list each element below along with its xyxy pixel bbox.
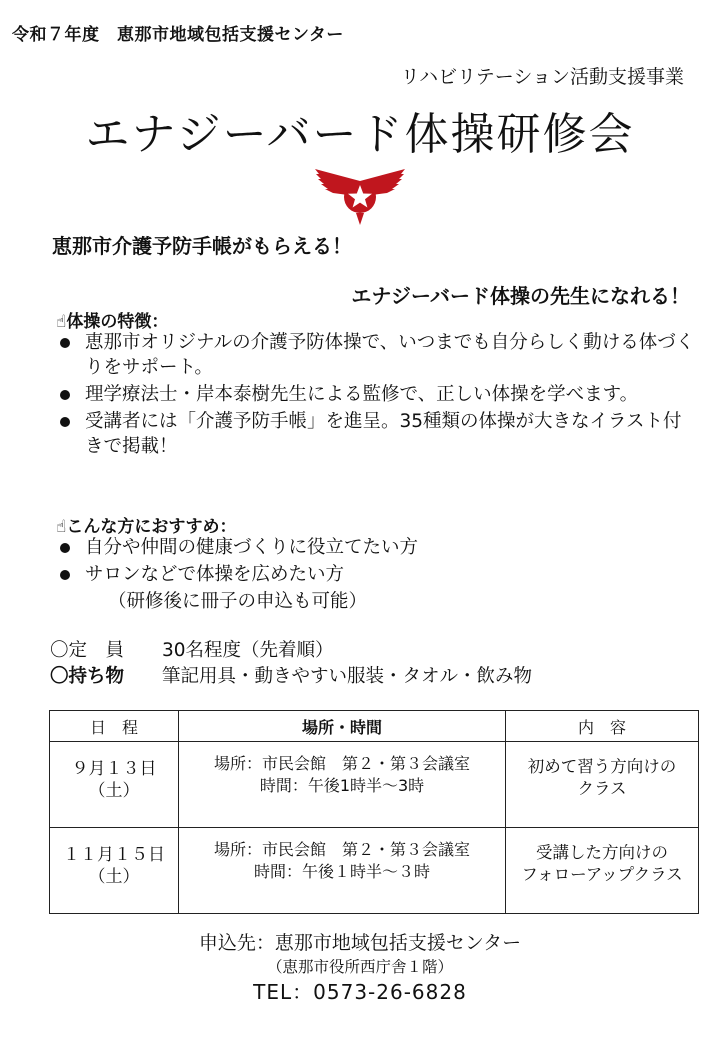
time-text: 時間：午後１時半～３時 [253,862,430,881]
recommend-heading: ☝こんな方におすすめ： [56,517,237,537]
table-row [50,828,699,914]
content-text: フォローアップクラス [521,865,683,884]
info-capacity [50,636,334,662]
belongings-label: 〇持ち物 [50,666,125,687]
contact-block [0,930,720,1006]
contact-location: （恵那市役所西庁舎１階） [266,958,453,976]
date-text: ９月１３日 [71,759,157,779]
recommend-item: サロンなどで体操を広めたい方 [55,562,695,587]
capacity-label: 〇定 員 [50,640,125,661]
page-title: エナジーバード体操研修会 [85,109,635,160]
date-text: １１月１５日 [63,845,165,865]
schedule-table [49,710,699,914]
recommend-list [55,535,695,589]
catchphrase-teacher: エナジーバード体操の先生になれる！ [351,284,690,308]
cell-content [506,742,699,828]
weekday-text: （土） [88,781,140,801]
cell-content [506,828,699,914]
header-organization: 令和７年度 恵那市地域包括支援センター [12,25,344,45]
weekday-text: （土） [88,867,140,887]
catchphrase-notebook: 恵那市介護予防手帳がもらえる！ [52,234,352,258]
schedule-header-row [50,711,699,742]
info-belongings [50,662,532,688]
cell-place-time [179,828,506,914]
recommend-item: 自分や仲間の健康づくりに役立てたい方 [55,535,695,560]
program-subtitle: リハビリテーション活動支援事業 [400,66,684,88]
header-place-time: 場所・時間 [179,711,506,742]
contact-phone: TEL：0573-26-6828 [253,980,467,1004]
recommend-note: （研修後に冊子の申込も可能） [108,591,368,612]
table-row [50,742,699,828]
cell-date [50,828,179,914]
cell-date [50,742,179,828]
place-text: 場所：市民会館 第２・第３会議室 [213,840,470,859]
features-heading: ☝体操の特徴： [56,312,169,332]
feature-item: 恵那市オリジナルの介護予防体操で、いつまでも自分らしく動ける体づくりをサポート。 [55,330,695,380]
feature-item: 受講者には「介護予防手帳」を進呈。35種類の体操が大きなイラスト付きで掲載！ [55,409,695,459]
header-date: 日 程 [50,711,179,742]
content-text: 受講した方向けの [536,843,668,862]
feature-item: 理学療法士・岸本泰樹先生による監修で、正しい体操を学べます。 [55,382,695,407]
header-content: 内 容 [506,711,699,742]
content-text: 初めて習う方向けの [527,757,677,776]
capacity-value: 30名程度（先着順） [162,640,334,661]
features-list [55,330,695,461]
energy-bird-emblem-icon [313,163,407,227]
place-text: 場所：市民会館 第２・第３会議室 [213,754,470,773]
content-text: クラス [577,779,627,798]
belongings-value: 筆記用具・動きやすい服装・タオル・飲み物 [162,666,533,687]
time-text: 時間：午後1時半～3時 [259,776,425,795]
cell-place-time [179,742,506,828]
contact-office: 申込先：恵那市地域包括支援センター [198,932,522,954]
